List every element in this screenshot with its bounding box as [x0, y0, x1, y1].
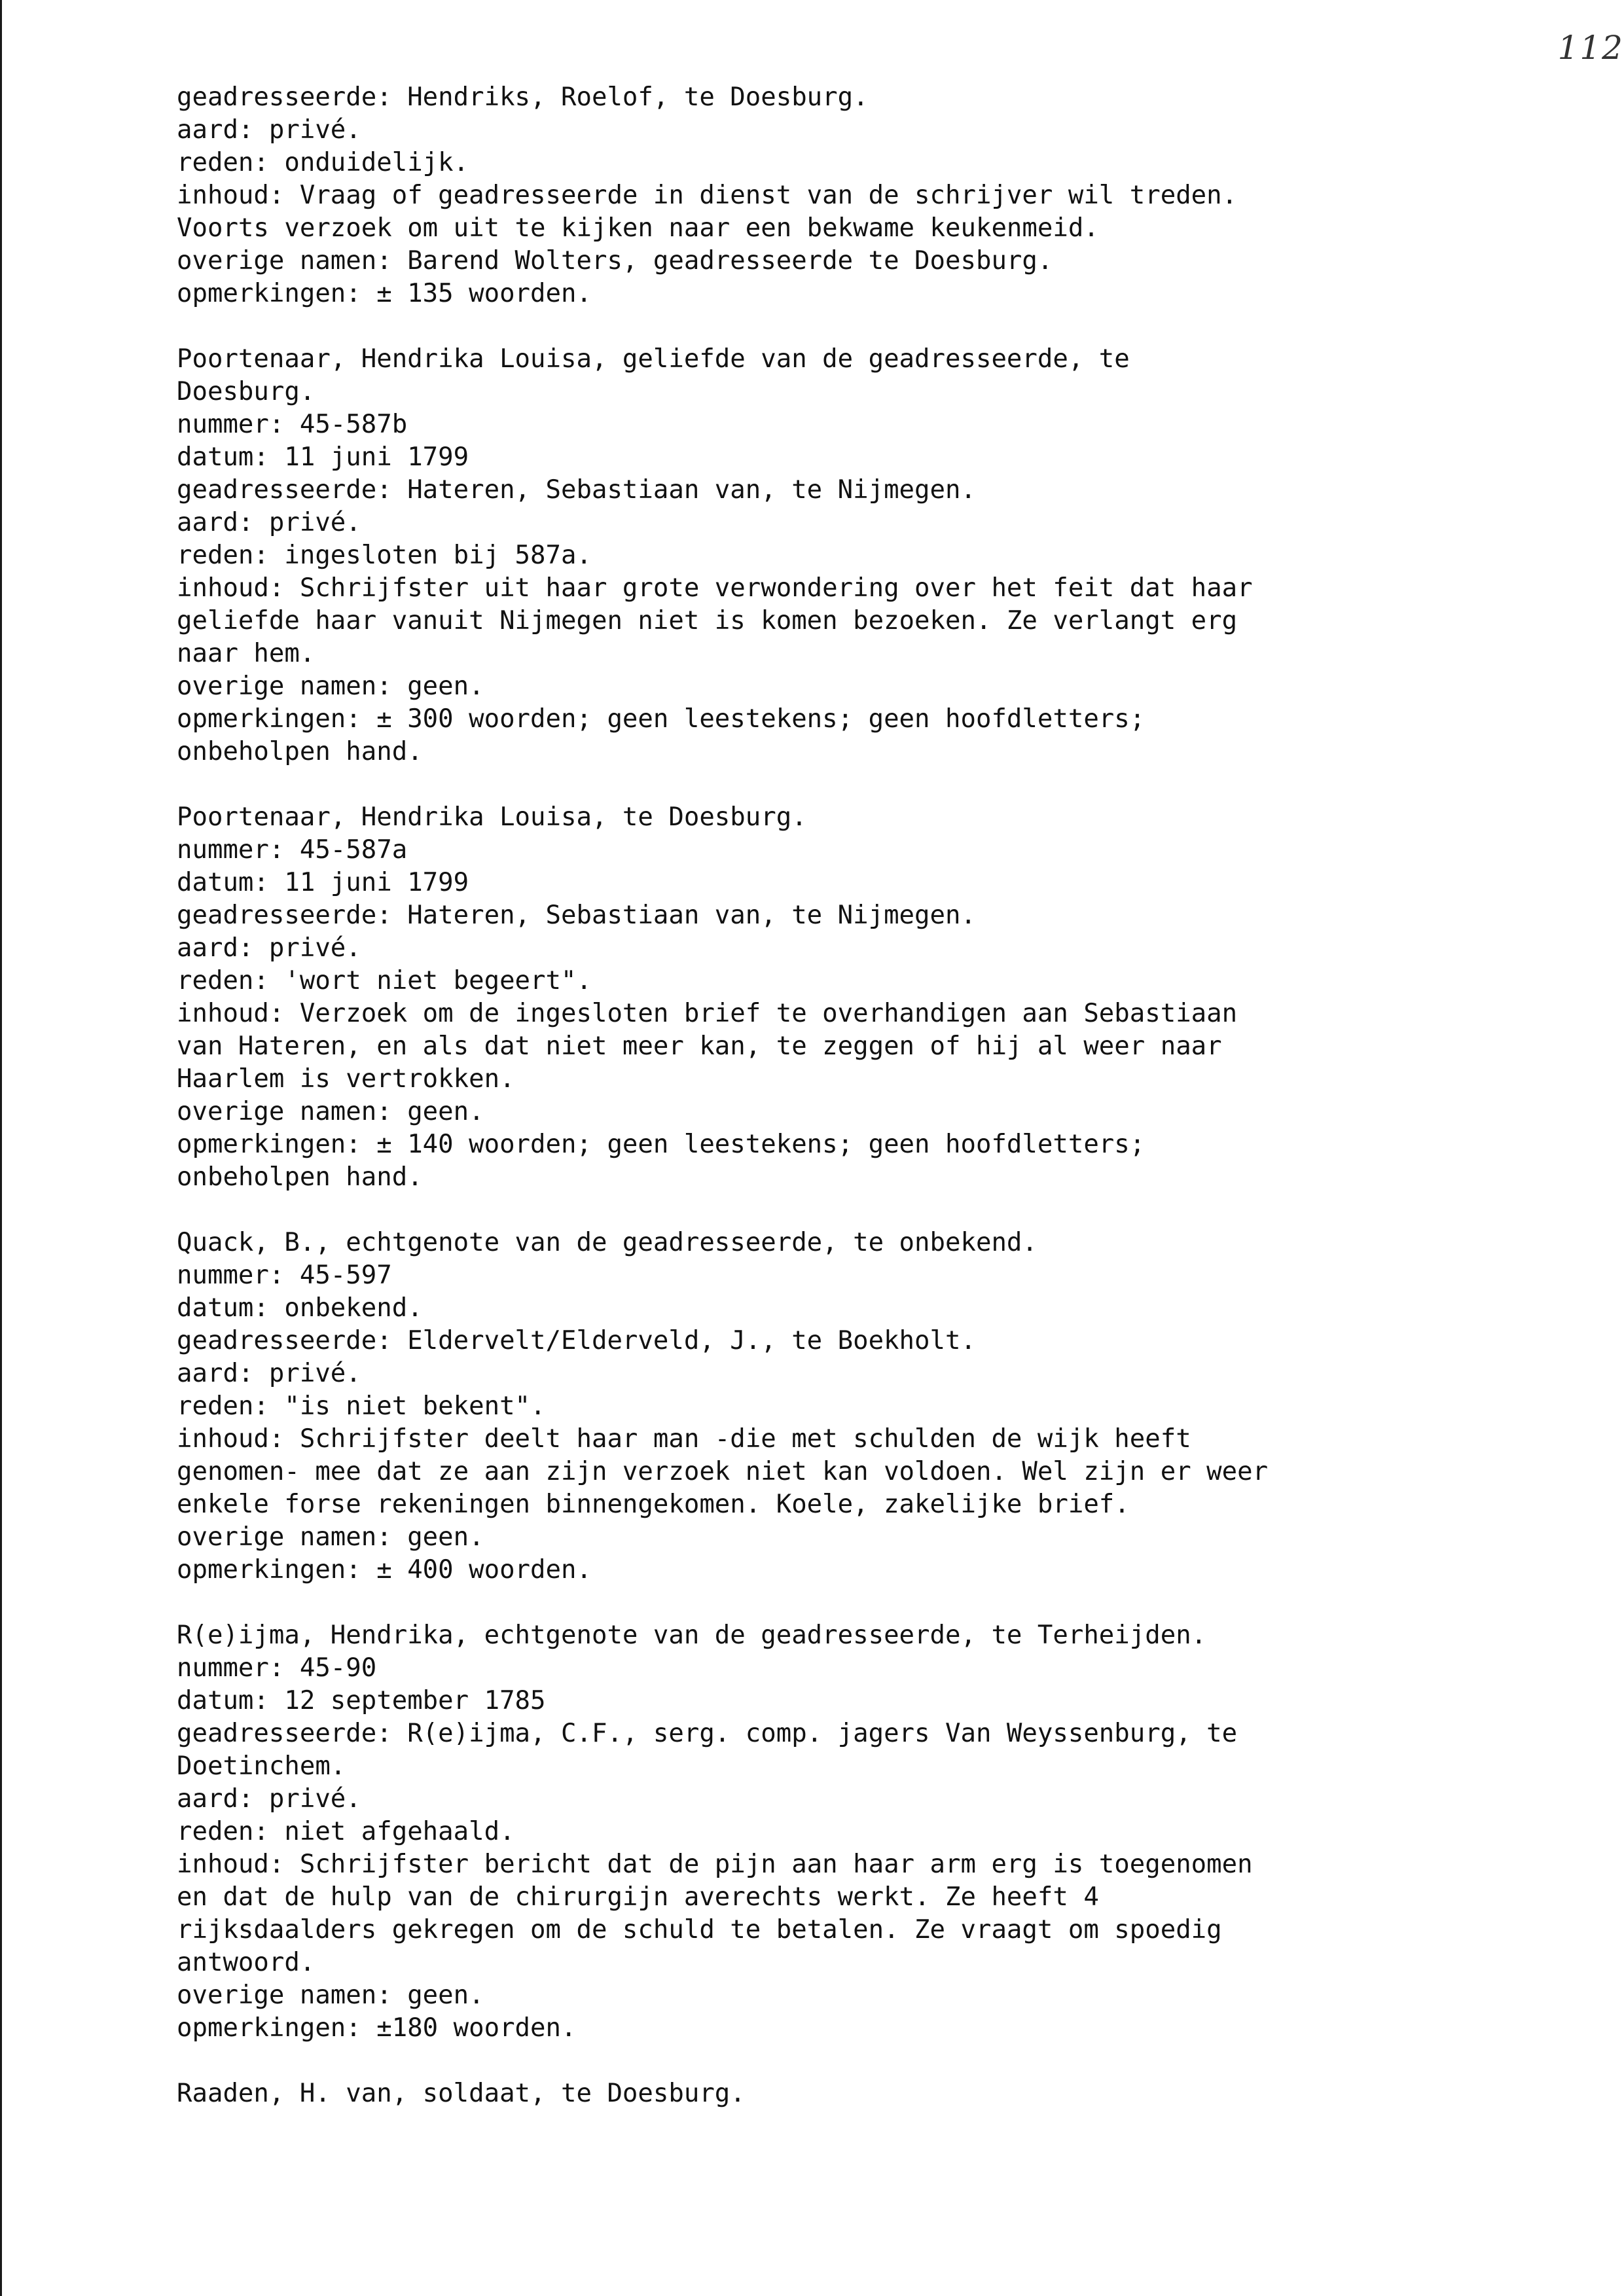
record-entry-1	[177, 81, 1486, 310]
record-line: enkele forse rekeningen binnengekomen. Koele, zakelijke brief.	[177, 1490, 1130, 1519]
record-line: aard: privé.	[177, 508, 361, 537]
record-line: reden: ingesloten bij 587a.	[177, 541, 592, 570]
record-line: opmerkingen: ± 300 woorden; geen leestekens; geen hoofdletters;	[177, 704, 1146, 734]
record-line: geadresseerde: Hateren, Sebastiaan van, te Nijmegen.	[177, 475, 976, 505]
record-line: onbeholpen hand.	[177, 1162, 423, 1192]
record-line: overige namen: geen.	[177, 1522, 484, 1552]
record-line: overige namen: geen.	[177, 1097, 484, 1126]
record-entry-2	[177, 343, 1486, 768]
record-line: Raaden, H. van, soldaat, te Doesburg.	[177, 2079, 746, 2108]
record-line: reden: onduidelijk.	[177, 148, 469, 177]
record-line: inhoud: Verzoek om de ingesloten brief te overhandigen aan Sebastiaan	[177, 999, 1238, 1028]
record-line: inhoud: Schrijfster deelt haar man -die met schulden de wijk heeft	[177, 1424, 1191, 1454]
record-line: reden: "is niet bekent".	[177, 1391, 546, 1421]
record-line: aard: privé.	[177, 1359, 361, 1388]
record-line: geadresseerde: Hendriks, Roelof, te Doesburg.	[177, 82, 869, 112]
record-line: datum: 11 juni 1799	[177, 868, 469, 897]
record-line: nummer: 45-90	[177, 1653, 377, 1683]
record-line: R(e)ijma, Hendrika, echtgenote van de geadresseerde, te Terheijden.	[177, 1621, 1207, 1650]
record-line: nummer: 45-587a	[177, 835, 408, 865]
record-line: geadresseerde: R(e)ijma, C.F., serg. comp. jagers Van Weyssenburg, te	[177, 1719, 1238, 1748]
record-line: overige namen: geen.	[177, 672, 484, 701]
record-line: inhoud: Schrijfster uit haar grote verwondering over het feit dat haar	[177, 573, 1253, 603]
record-line: aard: privé.	[177, 115, 361, 145]
record-line: datum: 12 september 1785	[177, 1686, 546, 1715]
record-line: Voorts verzoek om uit te kijken naar een bekwame keukenmeid.	[177, 213, 1099, 243]
record-line: overige namen: Barend Wolters, geadresseerde te Doesburg.	[177, 246, 1053, 276]
record-line: antwoord.	[177, 1948, 316, 1977]
record-line: Quack, B., echtgenote van de geadresseerde, te onbekend.	[177, 1228, 1038, 1257]
record-line: inhoud: Vraag of geadresseerde in dienst van de schrijver wil treden.	[177, 181, 1238, 210]
scan-edge	[0, 0, 2, 2296]
record-line: Haarlem is vertrokken.	[177, 1064, 515, 1094]
record-line: nummer: 45-587b	[177, 410, 408, 439]
record-entry-6	[177, 2077, 1486, 2110]
record-line: opmerkingen: ±180 woorden.	[177, 2013, 577, 2043]
record-line: naar hem.	[177, 639, 316, 668]
archive-listing	[177, 81, 1486, 2143]
record-line: reden: niet afgehaald.	[177, 1817, 515, 1846]
record-line: opmerkingen: ± 135 woorden.	[177, 279, 592, 308]
record-line: Poortenaar, Hendrika Louisa, te Doesburg.	[177, 802, 807, 832]
record-line: geliefde haar vanuit Nijmegen niet is komen bezoeken. Ze verlangt erg	[177, 606, 1238, 636]
record-line: aard: privé.	[177, 1784, 361, 1814]
record-line: nummer: 45-597	[177, 1261, 392, 1290]
record-line: datum: onbekend.	[177, 1293, 423, 1323]
record-line: datum: 11 juni 1799	[177, 442, 469, 472]
record-line: overige namen: geen.	[177, 1981, 484, 2010]
record-entry-3	[177, 801, 1486, 1194]
record-line: onbeholpen hand.	[177, 737, 423, 766]
record-line: reden: 'wort niet begeert".	[177, 966, 592, 996]
record-line: rijksdaalders gekregen om de schuld te betalen. Ze vraagt om spoedig	[177, 1915, 1222, 1945]
record-line: Doetinchem.	[177, 1751, 346, 1781]
record-entry-4	[177, 1227, 1486, 1587]
page-number: 112	[1557, 29, 1624, 67]
record-line: genomen- mee dat ze aan zijn verzoek niet kan voldoen. Wel zijn er weer	[177, 1457, 1269, 1486]
record-line: en dat de hulp van de chirurgijn averechts werkt. Ze heeft 4	[177, 1882, 1099, 1912]
record-line: opmerkingen: ± 140 woorden; geen leestekens; geen hoofdletters;	[177, 1130, 1146, 1159]
record-line: aard: privé.	[177, 933, 361, 963]
record-line: geadresseerde: Eldervelt/Elderveld, J., te Boekholt.	[177, 1326, 976, 1355]
record-line: geadresseerde: Hateren, Sebastiaan van, te Nijmegen.	[177, 901, 976, 930]
record-line: opmerkingen: ± 400 woorden.	[177, 1555, 592, 1585]
record-entry-5	[177, 1619, 1486, 2045]
record-line: Poortenaar, Hendrika Louisa, geliefde van de geadresseerde, te	[177, 344, 1130, 374]
record-line: van Hateren, en als dat niet meer kan, te zeggen of hij al weer naar	[177, 1031, 1222, 1061]
record-line: inhoud: Schrijfster bericht dat de pijn aan haar arm erg is toegenomen	[177, 1850, 1253, 1879]
record-line: Doesburg.	[177, 377, 316, 406]
